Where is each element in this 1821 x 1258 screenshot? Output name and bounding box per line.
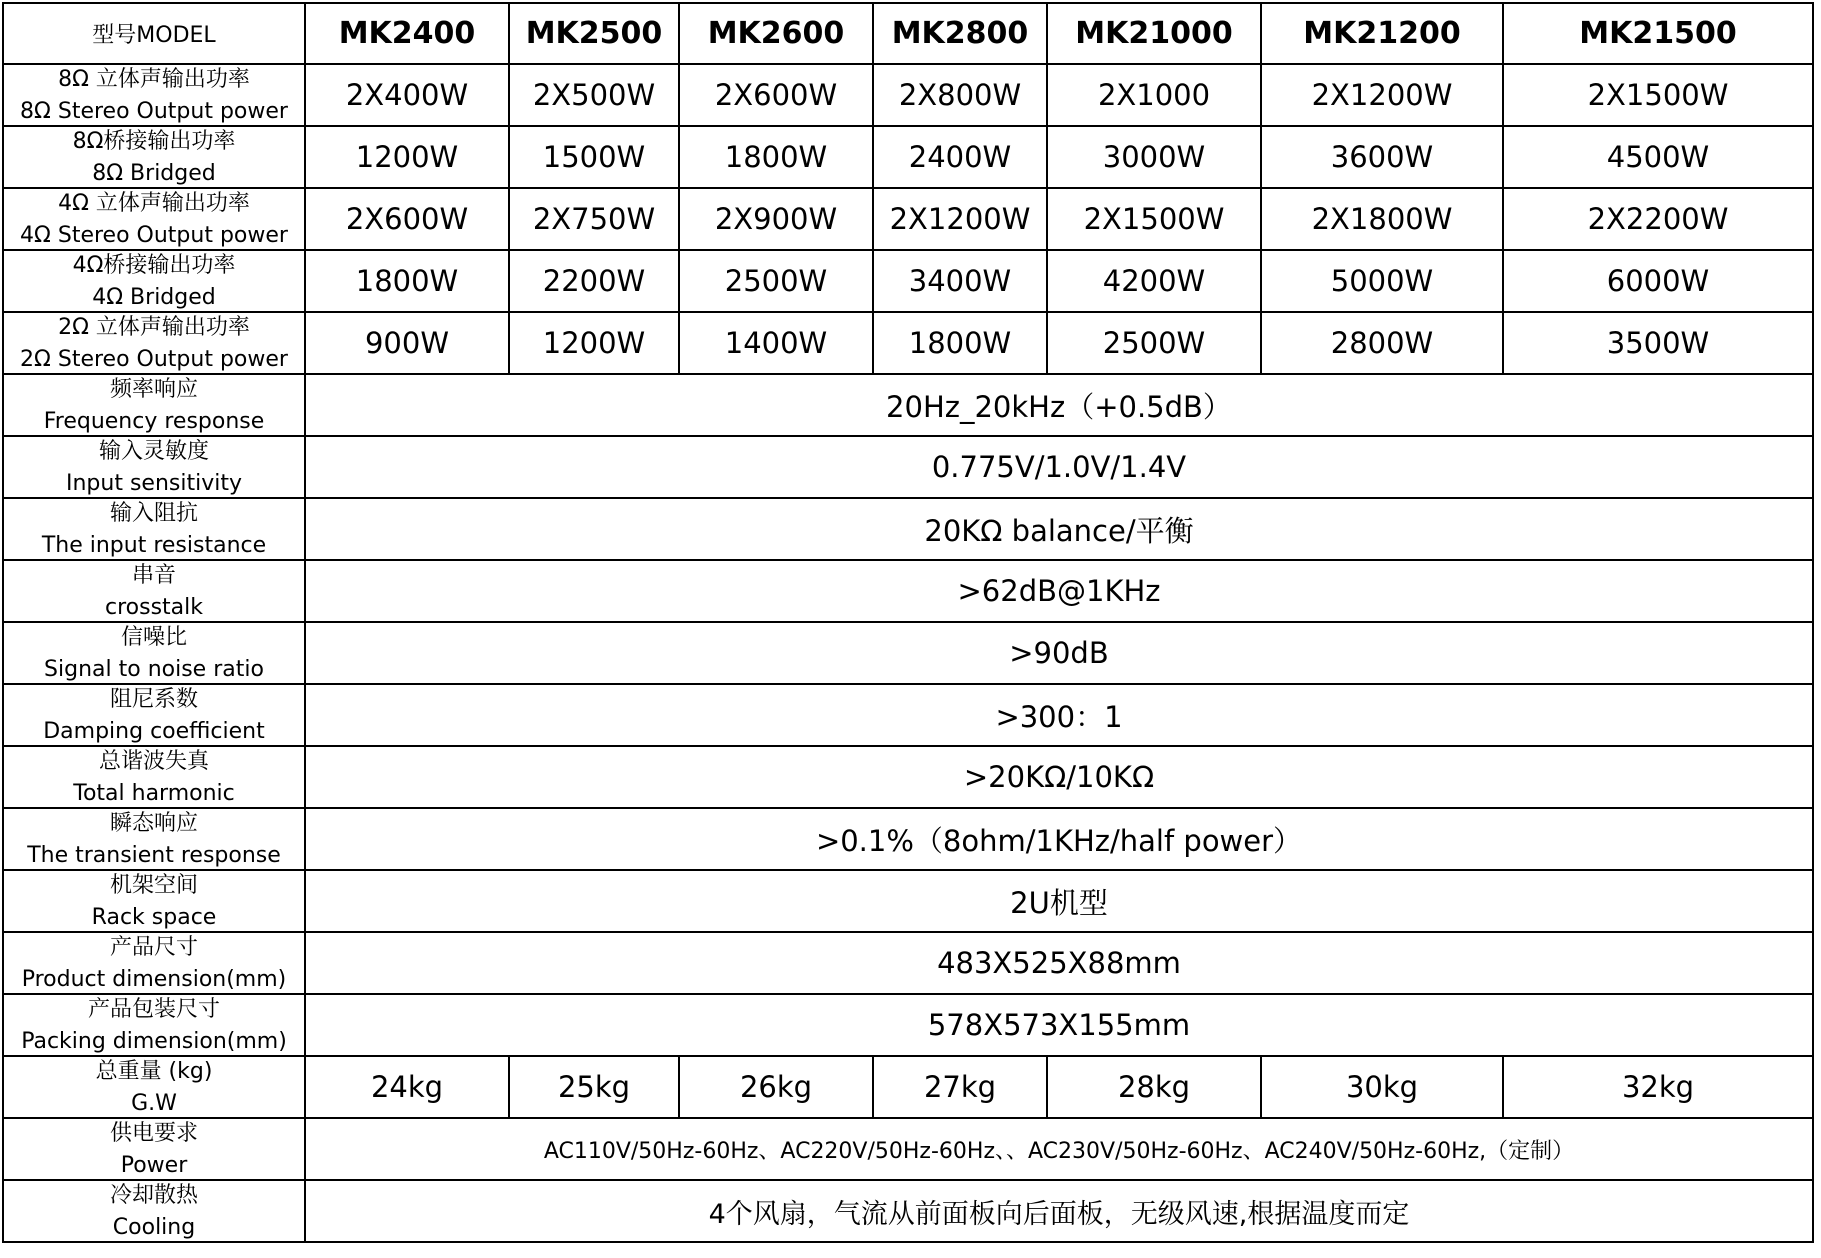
weight-row [3,1056,1813,1118]
spec-label-zh: 4Ω桥接输出功率 [72,253,236,278]
spec-label-cell [3,932,305,994]
common-spec-value: 0.775V/1.0V/1.4V [305,436,1813,498]
spec-label [4,561,304,621]
power-value: 2X1500W [1047,188,1261,250]
spec-label-cell [3,188,305,250]
common-spec-row [3,374,1813,436]
spec-label-en: crosstalk [104,595,203,620]
model-name: MK2500 [509,3,679,64]
weight-value: 25kg [509,1056,679,1118]
weight-value: 28kg [1047,1056,1261,1118]
power-supply-value: AC110V/50Hz-60Hz、AC220V/50Hz-60Hz、、AC230V/50Hz-60Hz、AC240V/50Hz-60Hz,（定制） [305,1118,1813,1180]
common-spec-value: >90dB [305,622,1813,684]
spec-label-en: 2Ω Stereo Output power [20,347,288,372]
spec-label-en: Frequency response [43,409,265,434]
model-header-label: 型号MODEL [3,3,305,64]
spec-label [4,1119,304,1179]
spec-label [4,685,304,745]
power-spec-row [3,64,1813,126]
common-spec-value: >20KΩ/10KΩ [305,746,1813,808]
model-name: MK2800 [873,3,1047,64]
power-value: 2X600W [679,64,873,126]
spec-label-en: 8Ω Bridged [92,161,216,186]
common-spec-value: 2U机型 [305,870,1813,932]
power-spec-row [3,250,1813,312]
power-value: 4200W [1047,250,1261,312]
spec-table [2,2,1814,1243]
spec-label-zh: 输入阻抗 [109,501,198,526]
spec-label-zh: 输入灵敏度 [98,439,209,464]
spec-label-zh: 冷却散热 [109,1183,198,1208]
common-spec-row [3,622,1813,684]
power-value: 2X1200W [873,188,1047,250]
power-value: 2400W [873,126,1047,188]
power-value: 1200W [305,126,509,188]
power-value: 1500W [509,126,679,188]
common-spec-value: >0.1%（8ohm/1KHz/half power） [305,808,1813,870]
spec-table-body [3,3,1813,1242]
spec-label-zh: 串音 [131,563,176,588]
power-value: 1400W [679,312,873,374]
spec-label-en: 4Ω Stereo Output power [20,223,288,248]
spec-label-cell [3,126,305,188]
spec-label [4,313,304,373]
power-value: 2X900W [679,188,873,250]
spec-label [4,189,304,249]
power-value: 2800W [1261,312,1503,374]
spec-label [4,499,304,559]
common-spec-row [3,498,1813,560]
spec-label-en: Product dimension(mm) [21,967,287,992]
weight-value: 24kg [305,1056,509,1118]
weight-value: 27kg [873,1056,1047,1118]
common-spec-row [3,994,1813,1056]
spec-label-cell [3,808,305,870]
spec-label-en: Rack space [91,905,217,930]
spec-label [4,437,304,497]
power-value: 1800W [873,312,1047,374]
power-value: 1200W [509,312,679,374]
model-header-row [3,3,1813,64]
spec-label [4,1057,304,1117]
spec-label-zh: 总谐波失真 [98,749,209,774]
weight-value: 32kg [1503,1056,1813,1118]
power-spec-row [3,312,1813,374]
common-spec-value: 578X573X155mm [305,994,1813,1056]
spec-label [4,809,304,869]
spec-label [4,1181,304,1241]
spec-label [4,871,304,931]
common-spec-row [3,560,1813,622]
spec-label-cell [3,560,305,622]
power-value: 2X750W [509,188,679,250]
weight-value: 30kg [1261,1056,1503,1118]
spec-label-en: Damping coefficient [43,719,265,744]
power-value: 4500W [1503,126,1813,188]
power-spec-row [3,126,1813,188]
spec-label [4,933,304,993]
model-name: MK21200 [1261,3,1503,64]
power-value: 3500W [1503,312,1813,374]
cooling-value: 4个风扇，气流从前面板向后面板，无级风速,根据温度而定 [305,1180,1813,1242]
common-spec-row [3,684,1813,746]
common-spec-value: 20KΩ balance/平衡 [305,498,1813,560]
power-value: 2500W [1047,312,1261,374]
weight-value: 26kg [679,1056,873,1118]
power-value: 3400W [873,250,1047,312]
spec-label-zh: 供电要求 [109,1121,198,1146]
common-spec-row [3,932,1813,994]
common-spec-value: >300：1 [305,684,1813,746]
spec-label-cell [3,1056,305,1118]
spec-label-cell [3,436,305,498]
power-value: 2X1200W [1261,64,1503,126]
spec-label [4,747,304,807]
power-value: 2X400W [305,64,509,126]
spec-label-en: Input sensitivity [66,471,242,496]
power-value: 2X500W [509,64,679,126]
power-value: 5000W [1261,250,1503,312]
common-spec-value: >62dB@1KHz [305,560,1813,622]
power-value: 2500W [679,250,873,312]
power-value: 900W [305,312,509,374]
spec-label-en: G.W [131,1091,177,1116]
spec-label-en: Signal to noise ratio [44,657,264,682]
spec-label-cell [3,1180,305,1242]
spec-label-cell [3,64,305,126]
spec-label-zh: 瞬态响应 [109,811,198,836]
spec-label-cell [3,498,305,560]
spec-label-zh: 信噪比 [120,625,187,650]
power-value: 2X1000 [1047,64,1261,126]
common-spec-row [3,870,1813,932]
spec-label-zh: 产品尺寸 [109,935,198,960]
spec-label-zh: 2Ω 立体声输出功率 [58,315,250,340]
spec-label-en: Power [120,1153,188,1178]
power-value: 2200W [509,250,679,312]
model-name: MK21500 [1503,3,1813,64]
spec-label-cell [3,746,305,808]
spec-label-zh: 机架空间 [109,873,198,898]
spec-label [4,995,304,1055]
spec-label-cell [3,1118,305,1180]
common-spec-value: 483X525X88mm [305,932,1813,994]
spec-label-zh: 频率响应 [109,377,198,402]
power-value: 2X1800W [1261,188,1503,250]
spec-label-en: 8Ω Stereo Output power [20,99,288,124]
power-spec-row [3,188,1813,250]
power-value: 6000W [1503,250,1813,312]
spec-label [4,375,304,435]
spec-label [4,251,304,311]
spec-label-cell [3,250,305,312]
spec-label-cell [3,312,305,374]
model-name: MK21000 [1047,3,1261,64]
power-value: 2X1500W [1503,64,1813,126]
spec-label-zh: 4Ω 立体声输出功率 [58,191,250,216]
power-value: 2X2200W [1503,188,1813,250]
spec-label-en: Cooling [112,1215,196,1240]
cooling-row [3,1180,1813,1242]
model-name: MK2600 [679,3,873,64]
spec-label-zh: 8Ω 立体声输出功率 [58,67,250,92]
spec-label-cell [3,994,305,1056]
power-value: 1800W [679,126,873,188]
spec-label-cell [3,622,305,684]
power-value: 1800W [305,250,509,312]
spec-label [4,65,304,125]
power-value: 2X600W [305,188,509,250]
spec-label-cell [3,684,305,746]
common-spec-row [3,436,1813,498]
spec-label-en: The input resistance [41,533,267,558]
spec-label-zh: 总重量 (kg) [95,1059,213,1084]
common-spec-row [3,746,1813,808]
spec-label-zh: 产品包装尺寸 [87,997,220,1022]
spec-label-en: The transient response [27,843,281,868]
model-name: MK2400 [305,3,509,64]
common-spec-value: 20Hz_20kHz（+0.5dB） [305,374,1813,436]
spec-label-zh: 8Ω桥接输出功率 [72,129,236,154]
spec-label-cell [3,374,305,436]
spec-label [4,127,304,187]
spec-label-en: 4Ω Bridged [92,285,216,310]
power-value: 3600W [1261,126,1503,188]
spec-label-zh: 阻尼系数 [109,687,198,712]
power-supply-row [3,1118,1813,1180]
common-spec-row [3,808,1813,870]
spec-label-en: Packing dimension(mm) [21,1029,287,1054]
power-value: 3000W [1047,126,1261,188]
spec-label-cell [3,870,305,932]
power-value: 2X800W [873,64,1047,126]
spec-label [4,623,304,683]
spec-label-en: Total harmonic [73,781,235,806]
